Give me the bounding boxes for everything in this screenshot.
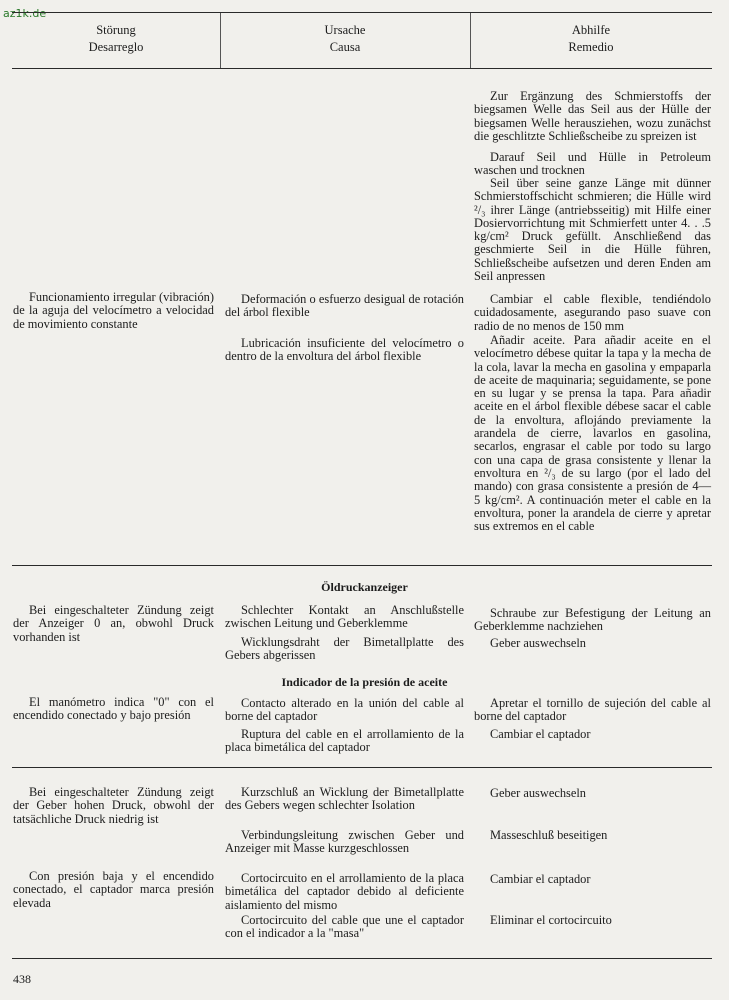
remedy-text: Añadir aceite. Para añadir aceite en el velocímetro débese quitar la tapa y la mecha de la cola, lavar la mecha en gasolina y empaparla de aceite de maquinaria; seguidamente, se pone en su lugar y se prensa la tapa. Para añadir aceite en el árbol flexible débese sacar el cable de la envoltura, aflojándo previamente la arandela de cierre, lavarlos en gasolina, secarlos, engrasar el cable por todo su largo con una capa de grasa consistente y llenar la envoltura en ²/₃ de su largo (por el lado del mando) con grasa consistente a presión de 4—5 kg/cm². A continuación meter el cable en la envoltura, poner la arandela de cierre y apretar sus extremos en el cable: [474, 333, 711, 534]
fault-text: Funcionamiento irregular (vibración) de la aguja del velocímetro a velocidad de movimiento constante: [13, 290, 214, 331]
column-header-fault-de: Störung: [96, 23, 136, 37]
block-separator: [12, 767, 712, 768]
column-header-remedy-de: Abhilfe: [571, 23, 611, 37]
cause-text: Deformación o esfuerzo desigual de rotación del árbol flexible: [225, 292, 464, 320]
cause-text: Cortocircuito en el arrollamiento de la placa bimetálica del captador debido al deficiente aislamiento del mismo: [225, 871, 464, 912]
remedy-text: Darauf Seil und Hülle in Petroleum waschen und trocknen: [474, 150, 711, 178]
remedy-text: Cambiar el captador: [490, 727, 591, 741]
column-header-fault-es: Desarreglo: [88, 40, 144, 54]
remedy-text: Schraube zur Befestigung der Leitung an Geberklemme nachziehen: [474, 606, 711, 634]
fault-text: El manómetro indica "0" con el encendido conectado y bajo presión: [13, 695, 214, 723]
remedy-text: Cambiar el captador: [490, 872, 591, 886]
column-header-cause-de: Ursache: [324, 23, 366, 37]
column-header-remedy-es: Remedio: [568, 40, 614, 54]
footer-rule: [12, 958, 712, 959]
section-title-es: Indicador de la presión de aceite: [281, 675, 448, 689]
cause-text: Verbindungsleitung zwischen Geber und Anzeiger mit Masse kurzgeschlossen: [225, 828, 464, 856]
column-header-cause: [220, 22, 470, 56]
cause-text: Contacto alterado en la unión del cable al borne del captador: [225, 696, 464, 724]
watermark-text: az1k.de: [3, 7, 47, 20]
header-bottom-rule: [12, 68, 712, 69]
remedy-text: Geber auswechseln: [490, 786, 586, 800]
remedy-text: Zur Ergänzung des Schmierstoffs der biegsamen Welle das Seil aus der Hülle der biegsamen Welle herausziehen, wozu zunächst die geschlitzte Schließscheibe zu spreizen ist: [474, 89, 711, 143]
column-header-cause-es: Causa: [329, 40, 361, 54]
remedy-text: Masseschluß beseitigen: [490, 828, 608, 842]
remedy-text: Apretar el tornillo de sujeción del cable al borne del captador: [474, 696, 711, 724]
page-number: 438: [13, 972, 31, 986]
fault-text: Bei eingeschalteter Zündung zeigt der Geber hohen Druck, obwohl der tatsächliche Druck niedrig ist: [13, 785, 214, 826]
cause-text: Lubricación insuficiente del velocímetro o dentro de la envoltura del árbol flexible: [225, 336, 464, 364]
cause-text: Wicklungsdraht der Bimetallplatte des Gebers abgerissen: [225, 635, 464, 663]
column-header-fault: [12, 22, 220, 56]
cause-text: Ruptura del cable en el arrollamiento de la placa bimetálica del captador: [225, 727, 464, 755]
section-title-de: Öldruckanzeiger: [321, 580, 408, 594]
cause-text: Cortocircuito del cable que une el captador con el indicador a la "masa": [225, 913, 464, 941]
block-separator: [12, 565, 712, 566]
header-top-rule: [12, 12, 712, 13]
cause-text: Schlechter Kontakt an Anschlußstelle zwischen Leitung und Geberklemme: [225, 603, 464, 631]
fault-text: Bei eingeschalteter Zündung zeigt der Anzeiger 0 an, obwohl Druck vorhanden ist: [13, 603, 214, 644]
cause-text: Kurzschluß an Wicklung der Bimetallplatte des Gebers wegen schlechter Isolation: [225, 785, 464, 813]
fault-text: Con presión baja y el encendido conectado, el captador marca presión elevada: [13, 869, 214, 910]
remedy-text: Seil über seine ganze Länge mit dünner Schmierstoffschicht schmieren; die Hülle wird ²/₃ ihrer Länge (antriebsseitig) mit Hilfe einer Dosiervorrichtung mit Schmierfett unter 4. . .5 kg/cm² Druck gefüllt. Anschließend das geschmierte Seil in die Hülle führen, Schließscheibe aufsetzen und deren Enden am Seil anpressen: [474, 176, 711, 284]
column-header-remedy: [470, 22, 712, 56]
remedy-text: Eliminar el cortocircuito: [490, 913, 612, 927]
remedy-text: Cambiar el cable flexible, tendiéndolo cuidadosamente, asegurando paso suave con radio de no menos de 150 mm: [474, 292, 711, 333]
remedy-text: Geber auswechseln: [490, 636, 586, 650]
